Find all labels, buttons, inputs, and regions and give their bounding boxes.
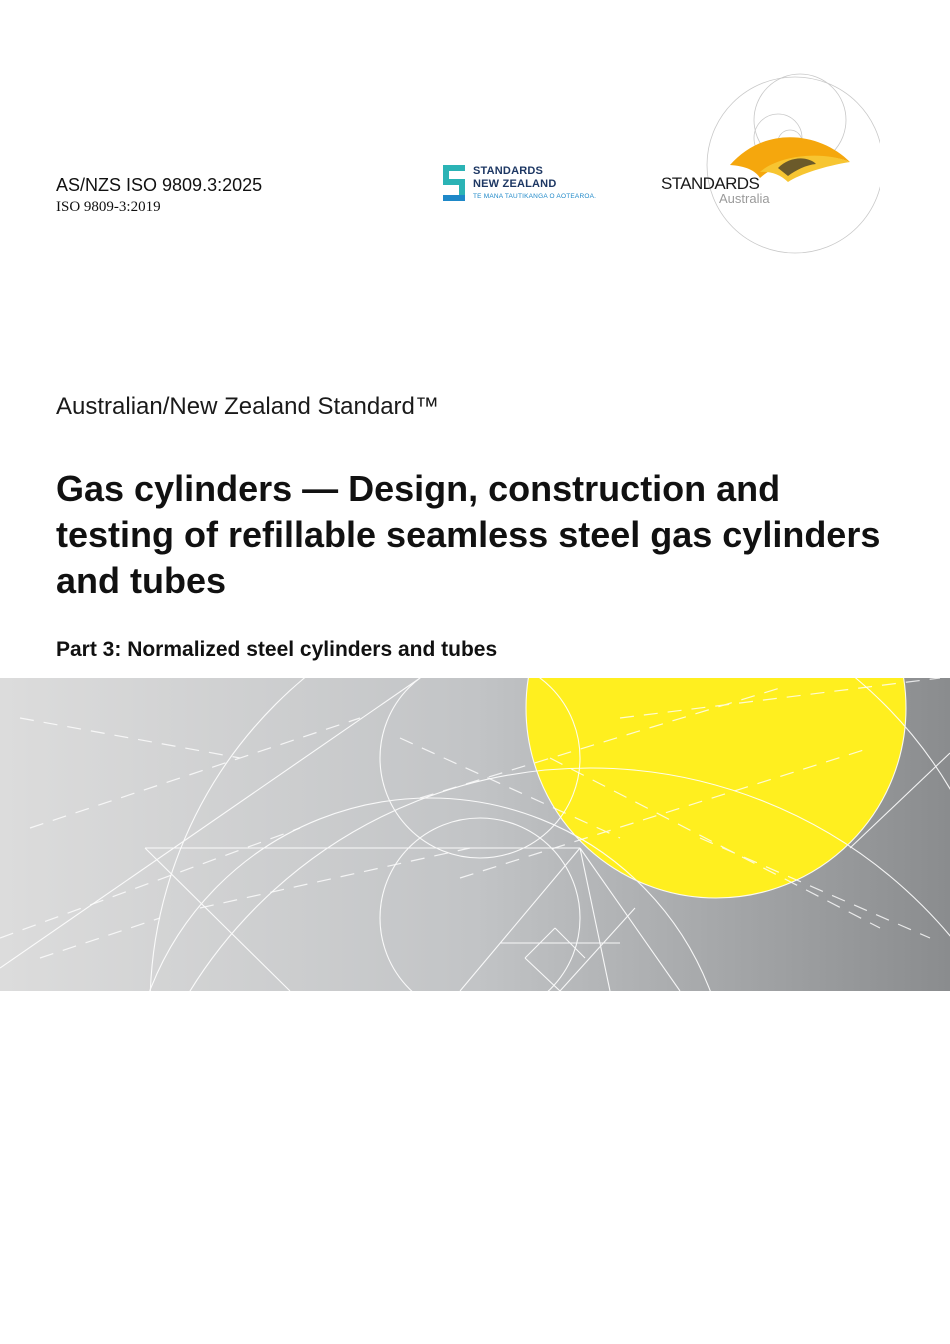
snz-logo-line3: TE MANA TAUTIKANGA O AOTEAROA. <box>473 193 597 200</box>
snz-logo-line1: STANDARDS <box>473 165 544 177</box>
iso-designation: ISO 9809-3:2019 <box>56 199 161 215</box>
sa-logo-subtitle: Australia <box>719 191 770 206</box>
document-title: Gas cylinders — Design, construction and testing of refillable seamless steel gas cylinders and tubes <box>56 468 881 601</box>
cover-geometric-artwork <box>0 678 950 991</box>
snz-mark-icon <box>443 165 465 201</box>
standard-designation: AS/NZS ISO 9809.3:2025 <box>56 175 263 195</box>
standard-type-label: Australian/New Zealand Standard™ <box>56 393 439 420</box>
standards-new-zealand-logo <box>443 165 613 205</box>
snz-logo-line2: NEW ZEALAND <box>473 178 557 190</box>
sa-logo-wordmark: STANDARDS <box>661 174 760 193</box>
part-title: Part 3: Normalized steel cylinders and tubes <box>56 638 498 661</box>
